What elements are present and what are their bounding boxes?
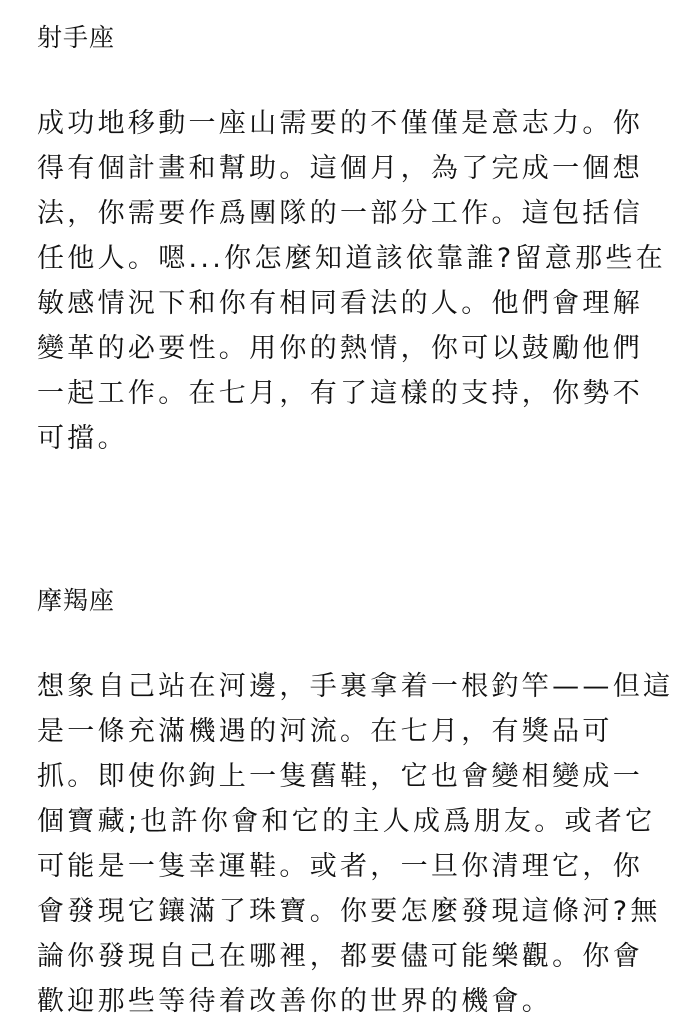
paragraph-line: 是一條充滿機遇的河流。在七月，有獎品可 bbox=[37, 716, 613, 747]
paragraph-line: 個寶藏;也許你會和它的主人成爲朋友。或者它 bbox=[37, 806, 656, 837]
paragraph-line: 抓。即使你鉤上一隻舊鞋，它也會變相變成一 bbox=[37, 761, 643, 792]
paragraph-line: 成功地移動一座山需要的不僅僅是意志力。你 bbox=[37, 108, 643, 139]
paragraph-line: 可擋。 bbox=[37, 423, 128, 454]
paragraph-line: 變革的必要性。用你的熱情，你可以鼓勵他們 bbox=[37, 333, 643, 364]
paragraph-line: 法，你需要作爲團隊的一部分工作。這包括信 bbox=[37, 198, 643, 229]
paragraph-line: 得有個計畫和幫助。這個月，為了完成一個想 bbox=[37, 153, 643, 184]
paragraph-line: 想象自己站在河邊，手裏拿着一根釣竿——但這 bbox=[37, 671, 674, 702]
sagittarius-paragraph bbox=[37, 101, 677, 461]
paragraph-line: 可能是一隻幸運鞋。或者，一旦你清理它，你 bbox=[37, 851, 643, 882]
capricorn-paragraph bbox=[37, 664, 677, 1024]
paragraph-line: 論你發現自己在哪裡，都要儘可能樂觀。你會 bbox=[37, 941, 643, 972]
paragraph-line: 會發現它鑲滿了珠寶。你要怎麼發現這條河?無 bbox=[37, 896, 661, 927]
paragraph-line: 敏感情況下和你有相同看法的人。他們會理解 bbox=[37, 288, 643, 319]
paragraph-line: 歡迎那些等待着改善你的世界的機會。 bbox=[37, 986, 553, 1017]
section-heading-capricorn: 摩羯座 bbox=[37, 586, 116, 615]
paragraph-line: 一起工作。在七月，有了這樣的支持，你勢不 bbox=[37, 378, 643, 409]
paragraph-line: 任他人。嗯...你怎麼知道該依靠誰?留意那些在 bbox=[37, 243, 666, 274]
section-heading-sagittarius: 射手座 bbox=[37, 23, 116, 52]
